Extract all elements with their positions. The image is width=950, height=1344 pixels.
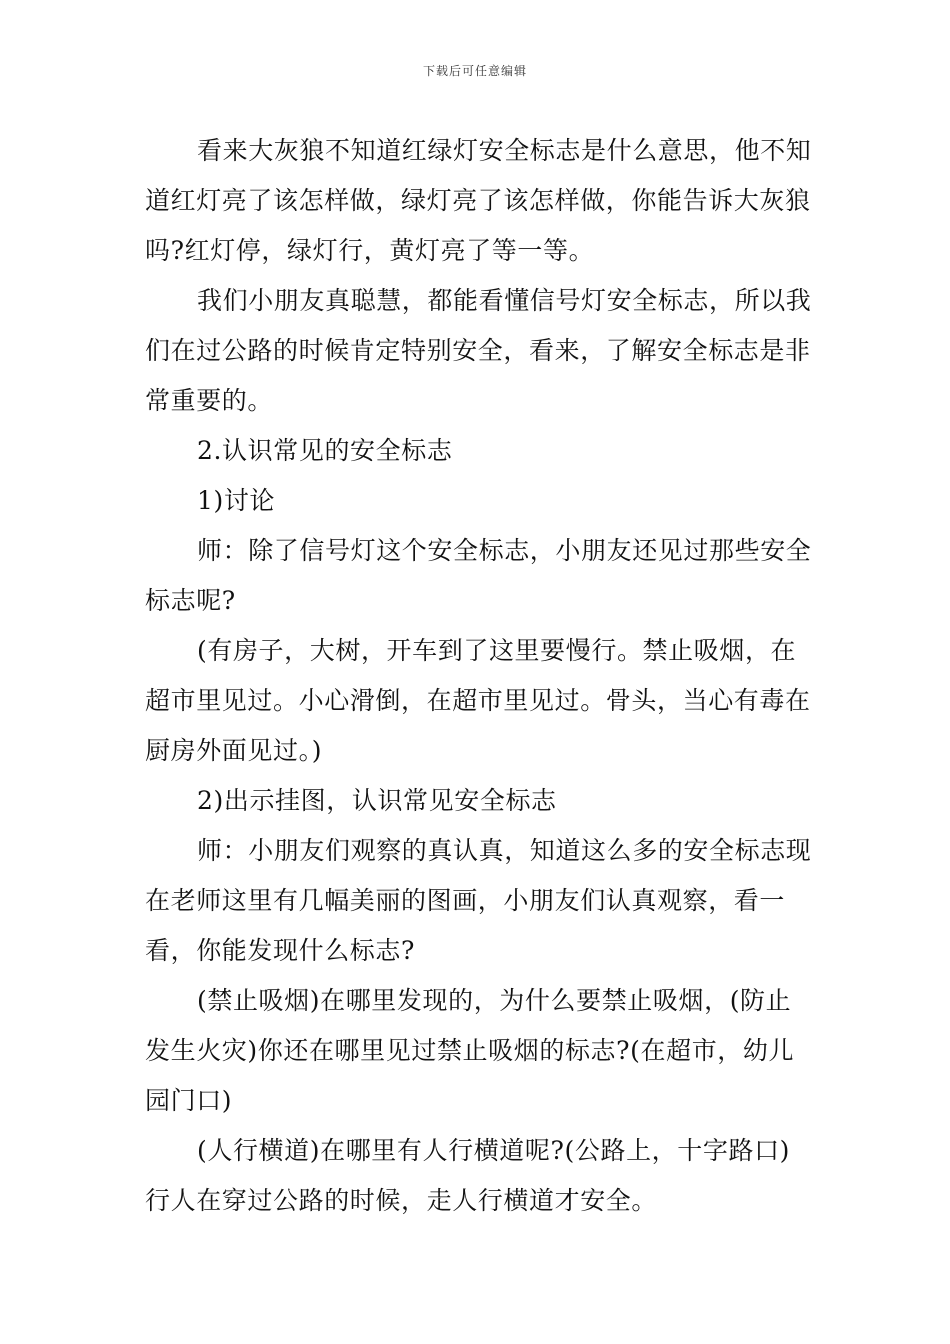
paragraph: (人行横道)在哪里有人行横道呢?(公路上，十字路口)行人在穿过公路的时候，走人行横道才安全。 [145,1136,791,1215]
paragraph: 看来大灰狼不知道红绿灯安全标志是什么意思，他不知道红灯亮了该怎样做，绿灯亮了该怎样做，你能告诉大灰狼吗?红灯停，绿灯行，黄灯亮了等一等。 [145,136,812,265]
paragraph: (禁止吸烟)在哪里发现的，为什么要禁止吸烟，(防止发生火灾)你还在哪里见过禁止吸烟的标志?(在超市，幼儿园门口) [145,986,795,1115]
document-body [145,126,815,1226]
paragraph: (有房子，大树，开车到了这里要慢行。禁止吸烟，在超市里见过。小心滑倒，在超市里见过。骨头，当心有毒在厨房外面见过。) [145,636,811,765]
subsection-heading: 1)讨论 [197,486,276,515]
section-heading: 2.认识常见的安全标志 [197,436,453,465]
page-header: 下载后可任意编辑 [422,64,527,78]
paragraph: 师：除了信号灯这个安全标志，小朋友还见过那些安全标志呢? [145,536,812,615]
paragraph: 师：小朋友们观察的真认真，知道这么多的安全标志现在老师这里有几幅美丽的图画，小朋友们认真观察，看一看，你能发现什么标志? [145,836,812,965]
paragraph: 我们小朋友真聪慧，都能看懂信号灯安全标志，所以我们在过公路的时候肯定特别安全，看来，了解安全标志是非常重要的。 [145,286,812,415]
subsection-heading: 2)出示挂图，认识常见安全标志 [197,786,557,815]
